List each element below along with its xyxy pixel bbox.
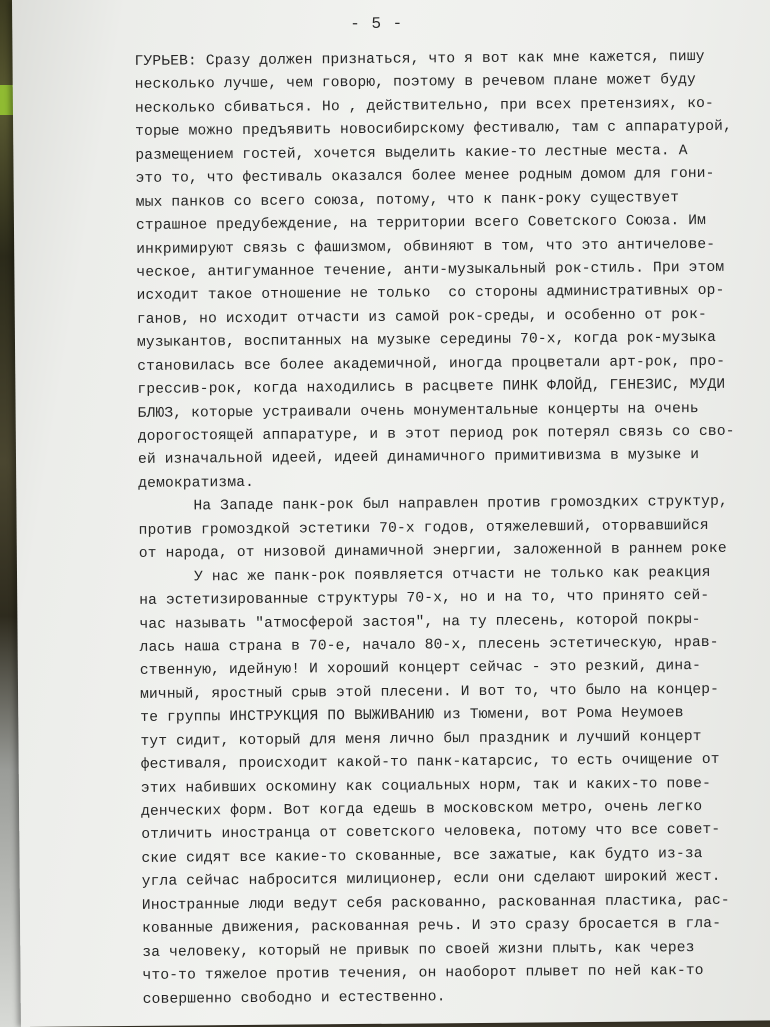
text-line: исходит такое отношение не только со стороны административных ор- — [136, 283, 725, 305]
text-line: за человеку, который не привык по своей жизни плыть, как через — [142, 939, 695, 961]
text-line: торые можно предъявить новосибирскому фестивалю, там с аппаратурой, — [135, 119, 733, 141]
text-line: что-то тяжелое против течения, он наоборот плывет по ней как-то — [142, 963, 704, 984]
text-line: от народа, от низовой динамичной энергии, заложенной в раннем роке — [138, 540, 727, 563]
page-number: - 5 - — [350, 14, 404, 34]
paragraph-2 — [138, 491, 770, 567]
text-line: грессив-рок, когда находились в расцвете ПИНК ФЛОЙД, ГЕНЕЗИС, МУДИ — [137, 376, 726, 399]
text-line: лась наша страна в 70-е, начало 80-х, плесень эстетическую, нрав- — [139, 634, 719, 656]
text-line: этих набивших оскомину как социальных норм, так и каких-то пове- — [140, 775, 712, 797]
text-line: мых панков со всего союза, потому, что к панк-року существует — [135, 189, 680, 211]
text-line: мичный, яростный срыв этой плесени. И вот то, что было на концер- — [139, 681, 720, 703]
text-line: ственную, идейную! И хороший концерт сейчас - это резкий, дина- — [139, 658, 702, 680]
text-line: БЛЮЗ, которые устраивали очень монументальные концерты на очень — [137, 400, 699, 422]
text-line: угла сейчас набросится милиционер, если они сделают широкий жест. — [141, 869, 721, 891]
text-line: инкримируют связь с фашизмом, обвиняют в том, что это античелове- — [136, 236, 716, 258]
text-line: ей изначальной идеей, идеей динамичного примитивизма в музыке и — [137, 447, 700, 469]
text-line: У нас же панк-рок появляется отчасти не только как реакция — [193, 564, 711, 586]
paragraph-3 — [139, 561, 770, 1012]
text-line: становилась все более академичной, иногда процветали арт-рок, про- — [137, 353, 726, 375]
typewritten-page — [12, 0, 770, 1027]
text-line: фестиваля, происходит какой-то панк-катарсис, то есть очищение от — [140, 751, 720, 774]
text-line: денческих форм. Вот когда едешь в московском метро, очень легко — [141, 799, 703, 820]
page-body — [134, 45, 770, 1011]
text-line: На Западе панк-рок был направлен против громоздких структур, — [193, 494, 728, 515]
text-line: ские сидят все какие-то скованные, все зажатые, как будто из-за — [141, 845, 703, 867]
text-line: это то, что фестиваль оказался более менее родным домом для гони- — [135, 166, 715, 188]
text-line: демократизма. — [138, 474, 255, 492]
text-line: несколько сбиваться. Но , действительно, при всех претензиях, ко- — [134, 95, 715, 117]
text-line: размещением гостей, хочется выделить какие-то лестные места. А — [135, 142, 688, 164]
text-line: на эстетизированные структуры 70-х, но и на то, что принято сей- — [139, 588, 710, 609]
text-line: страшное предубеждение, на территории всего Советского Союза. Им — [135, 213, 707, 234]
text-line: совершенно свободно и естественно. — [142, 988, 446, 1008]
text-line: час называть "атмосферой застоя", на ту плесень, которой покры- — [139, 611, 701, 633]
text-line: против громоздкой эстетики 70-х годов, отяжелевший, оторвавшийся — [138, 517, 709, 539]
text-line: тут сидит, который для меня лично был праздник и лучший концерт — [140, 728, 702, 750]
text-line: те группы ИНСТРУКЦИЯ ПО ВЫЖИВАНИЮ из Тюмени, вот Рома Неумоев — [140, 705, 684, 727]
text-line: ганов, но исходит отчасти из самой рок-среды, и особенно от рок- — [136, 306, 707, 328]
text-line: дорогостоящей аппаратуре, и в этот период рок потерял связь со сво- — [137, 423, 735, 445]
text-line: кованные движения, раскованная речь. И это сразу бросается в гла- — [142, 916, 722, 938]
paragraph-1 — [134, 45, 770, 496]
text-line: музыкантов, воспитанных на музыке середины 70-х, когда рок-музыка — [136, 330, 717, 352]
text-line: Иностранные люди ведут себя раскованно, раскованная пластика, рас- — [141, 892, 730, 914]
text-line: отличить иностранца от советского человека, потому что все совет- — [141, 822, 721, 844]
text-line: несколько лучше, чем говорю, поэтому в речевом плане может буду — [134, 72, 696, 94]
text-line: ческое, антигуманное течение, анти-музыкальный рок-стиль. При этом — [136, 259, 725, 281]
text-line: ГУРЬЕВ: Сразу должен признаться, что я вот как мне кажется, пишу — [134, 48, 705, 70]
